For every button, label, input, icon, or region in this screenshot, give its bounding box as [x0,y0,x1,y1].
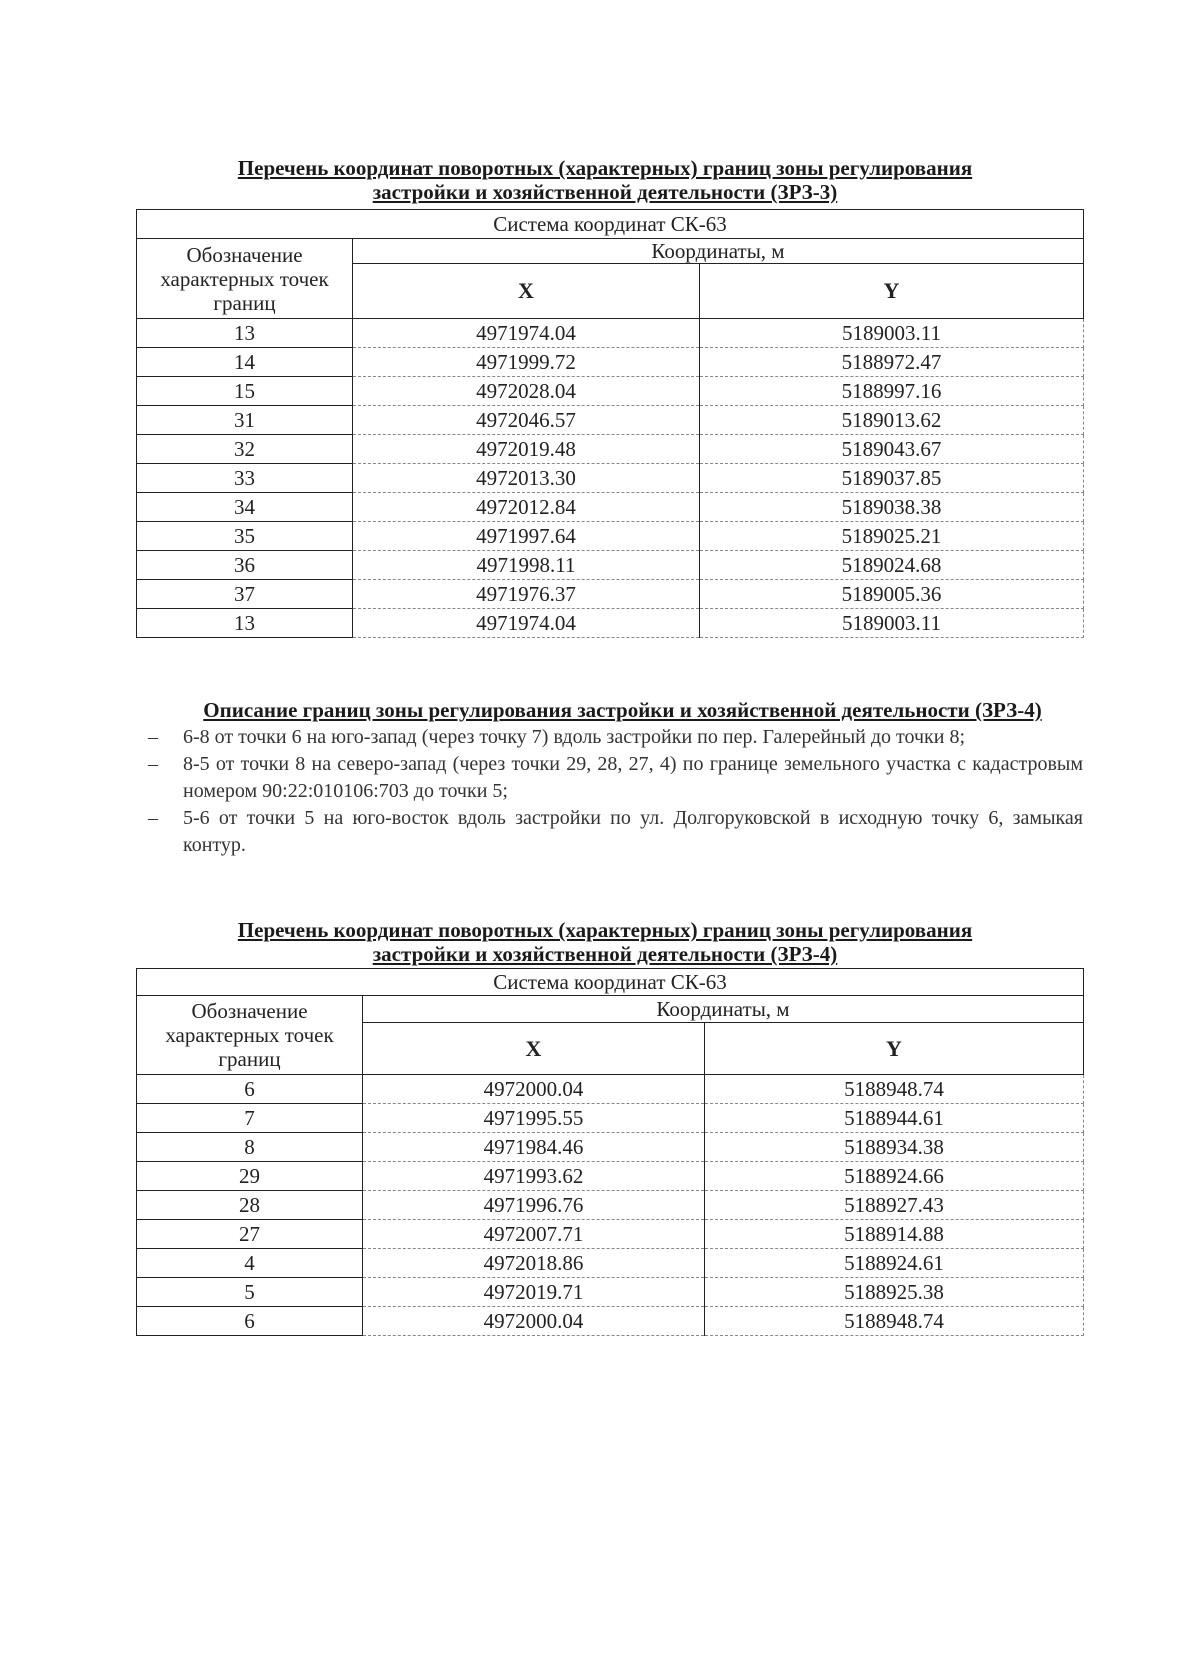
dash-bullet: – [148,753,158,775]
point-cell: 29 [137,1162,363,1191]
y-cell: 5188934.38 [705,1133,1084,1162]
description-item: – 8-5 от точки 8 на северо-запад (через точки 29, 28, 27, 4) по границе земельного участка с кадастровым номером 90:22:010106:703 до точки 5; [148,753,1083,802]
zrz3-table-body [137,319,1084,638]
x-cell: 4971984.46 [363,1133,705,1162]
table-row [137,1307,1084,1336]
point-cell: 32 [137,435,353,464]
zrz4-system-header: Система координат СК-63 [137,969,1084,996]
zrz4-point-header: Обозначение характерных точек границ [137,996,363,1075]
table-row [137,580,1084,609]
x-cell: 4972046.57 [353,406,700,435]
y-cell: 5188997.16 [700,377,1084,406]
zrz4-table-body [137,1075,1084,1336]
y-cell: 5189005.36 [700,580,1084,609]
point-cell: 5 [137,1278,363,1307]
point-cell: 6 [137,1075,363,1104]
zrz3-title-line2: застройки и хозяйственной деятельности (ЗРЗ-3) [372,180,838,204]
y-cell: 5188972.47 [700,348,1084,377]
x-cell: 4971974.04 [353,609,700,638]
y-cell: 5189024.68 [700,551,1084,580]
x-cell: 4972012.84 [353,493,700,522]
description-item: – 5-6 от точки 5 на юго-восток вдоль застройки по ул. Долгоруковской в исходную точку 6, замыкая контур. [148,807,1083,856]
point-cell: 28 [137,1191,363,1220]
y-cell: 5189038.38 [700,493,1084,522]
x-cell: 4971993.62 [363,1162,705,1191]
x-cell: 4972000.04 [363,1307,705,1336]
table-row [137,1162,1084,1191]
x-cell: 4972019.71 [363,1278,705,1307]
x-cell: 4971974.04 [353,319,700,348]
x-cell: 4972018.86 [363,1249,705,1278]
point-cell: 36 [137,551,353,580]
y-cell: 5188927.43 [705,1191,1084,1220]
table-row [137,377,1084,406]
point-cell: 15 [137,377,353,406]
zrz3-system-header: Система координат СК-63 [137,210,1084,239]
point-cell: 37 [137,580,353,609]
table-row [137,609,1084,638]
y-cell: 5188925.38 [705,1278,1084,1307]
x-cell: 4971999.72 [353,348,700,377]
point-cell: 13 [137,319,353,348]
table-row [137,551,1084,580]
zrz3-point-header: Обозначение характерных точек границ [137,239,353,319]
zrz4-title-line1: Перечень координат поворотных (характерных) границ зоны регулирования [237,918,973,942]
point-cell: 6 [137,1307,363,1336]
x-cell: 4972028.04 [353,377,700,406]
description-item: – 6-8 от точки 6 на юго-запад (через точку 7) вдоль застройки по пер. Галерейный до точки 8; [148,724,1083,751]
point-cell: 33 [137,464,353,493]
y-cell: 5188914.88 [705,1220,1084,1249]
zrz4-description-title: Описание границ зоны регулирования застройки и хозяйственной деятельности (ЗРЗ-4) [203,698,1042,722]
zrz4-coordinates-table [136,968,1084,1336]
zrz3-title-line1: Перечень координат поворотных (характерных) границ зоны регулирования [237,156,973,180]
x-cell: 4971976.37 [353,580,700,609]
table-row [137,348,1084,377]
y-cell: 5189003.11 [700,319,1084,348]
y-cell: 5188944.61 [705,1104,1084,1133]
x-cell: 4972000.04 [363,1075,705,1104]
x-cell: 4971997.64 [353,522,700,551]
table-row [137,319,1084,348]
zrz3-coordinates-table [136,209,1084,638]
point-cell: 8 [137,1133,363,1162]
x-cell: 4972013.30 [353,464,700,493]
y-cell: 5189043.67 [700,435,1084,464]
y-cell: 5188924.66 [705,1162,1084,1191]
y-cell: 5189013.62 [700,406,1084,435]
zrz3-coords-header: Координаты, м [353,239,1084,264]
zrz4-description-list [148,724,1083,859]
table-row [137,1191,1084,1220]
x-cell: 4971998.11 [353,551,700,580]
table-row [137,1220,1084,1249]
table-row [137,1075,1084,1104]
point-cell: 34 [137,493,353,522]
point-cell: 13 [137,609,353,638]
y-cell: 5189003.11 [700,609,1084,638]
dash-bullet: – [148,807,158,829]
y-cell: 5189025.21 [700,522,1084,551]
table-row [137,1249,1084,1278]
zrz3-y-header: Y [700,264,1084,319]
zrz4-coords-header: Координаты, м [363,996,1084,1023]
zrz4-y-header: Y [705,1023,1084,1075]
y-cell: 5189037.85 [700,464,1084,493]
x-cell: 4972019.48 [353,435,700,464]
point-cell: 31 [137,406,353,435]
zrz4-x-header: X [363,1023,705,1075]
dash-bullet: – [148,726,158,748]
zrz4-title-line2: застройки и хозяйственной деятельности (ЗРЗ-4) [372,942,838,966]
y-cell: 5188948.74 [705,1307,1084,1336]
table-row [137,522,1084,551]
table-row [137,406,1084,435]
point-cell: 4 [137,1249,363,1278]
point-cell: 14 [137,348,353,377]
point-cell: 27 [137,1220,363,1249]
y-cell: 5188948.74 [705,1075,1084,1104]
table-row [137,464,1084,493]
point-cell: 35 [137,522,353,551]
zrz3-x-header: X [353,264,700,319]
x-cell: 4972007.71 [363,1220,705,1249]
x-cell: 4971995.55 [363,1104,705,1133]
x-cell: 4971996.76 [363,1191,705,1220]
table-row [137,1133,1084,1162]
table-row [137,493,1084,522]
point-cell: 7 [137,1104,363,1133]
table-row [137,435,1084,464]
y-cell: 5188924.61 [705,1249,1084,1278]
zrz3-title [135,156,1075,204]
table-row [137,1104,1084,1133]
zrz4-title [135,918,1075,966]
table-row [137,1278,1084,1307]
